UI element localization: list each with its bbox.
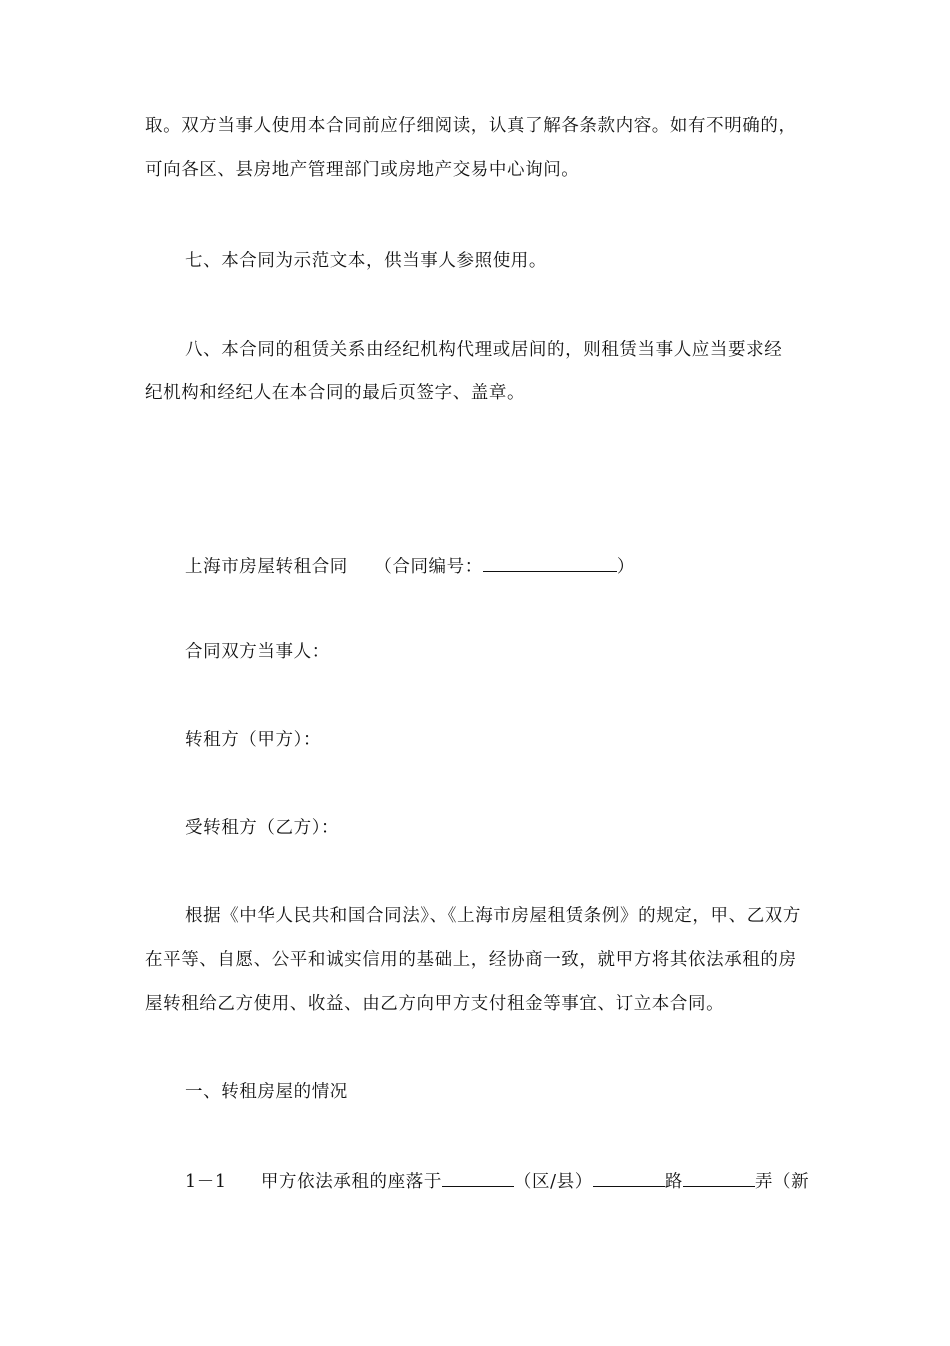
section-1-heading: 一、转租房屋的情况 — [185, 1082, 348, 1102]
clause-8-line-1: 八、本合同的租赁关系由经纪机构代理或居间的，则租赁当事人应当要求经 — [185, 340, 783, 360]
clause-1-1-text-b: （区/县） — [513, 1172, 593, 1192]
contract-number-label: （合同编号： — [374, 557, 483, 577]
clause-1-1-number: 1－1 — [185, 1172, 227, 1192]
contract-title-line — [185, 553, 855, 578]
district-blank — [442, 1168, 514, 1187]
contract-number-blank — [483, 553, 617, 572]
party-a-label: 转租方（甲方）： — [185, 730, 322, 750]
party-b-label: 受转租方（乙方）： — [185, 818, 340, 838]
clause-1-1-text-a: 甲方依法承租的座落于 — [260, 1172, 442, 1192]
basis-line-3: 屋转租给乙方使用、收益、由乙方向甲方支付租金等事宜、订立本合同。 — [145, 994, 725, 1014]
clause-8-line-2: 纪机构和经纪人在本合同的最后页签字、盖章。 — [145, 383, 526, 403]
intro-line-1: 取。双方当事人使用本合同前应仔细阅读，认真了解各条款内容。如有不明确的， — [145, 116, 797, 136]
clause-1-1 — [185, 1168, 855, 1193]
basis-line-2: 在平等、自愿、公平和诚实信用的基础上，经协商一致，就甲方将其依法承租的房 — [145, 950, 797, 970]
contract-number-close: ） — [616, 557, 635, 577]
intro-line-2: 可向各区、县房地产管理部门或房地产交易中心询问。 — [145, 160, 580, 180]
parties-heading: 合同双方当事人： — [185, 642, 330, 662]
clause-7: 七、本合同为示范文本，供当事人参照使用。 — [185, 251, 547, 271]
road-blank — [593, 1168, 665, 1187]
contract-title: 上海市房屋转租合同 — [185, 557, 348, 577]
basis-line-1: 根据《中华人民共和国合同法》、《上海市房屋租赁条例》的规定，甲、乙双方 — [185, 906, 801, 926]
lane-blank — [683, 1168, 755, 1187]
clause-1-1-text-d: 弄（新 — [754, 1172, 810, 1192]
clause-1-1-text-c: 路 — [664, 1172, 683, 1192]
